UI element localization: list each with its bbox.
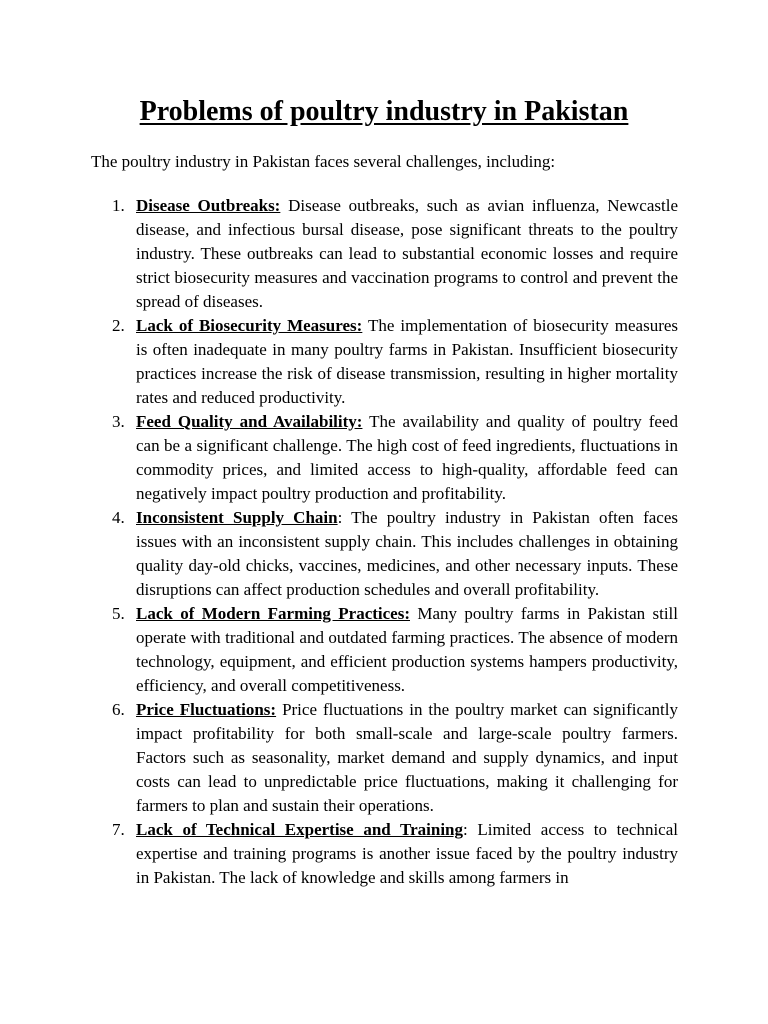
item-heading: Price Fluctuations: [136, 700, 277, 719]
list-item [91, 698, 678, 818]
list-item [91, 818, 678, 890]
item-heading: Disease Outbreaks: [136, 196, 281, 215]
item-text: The poultry industry in Pakistan often faces issues with an inconsistent supply chain. This includes challenges in obtaining quality day-old chicks, vaccines, medicines, and other necessary inputs. These disruptions can affect production schedules and overall profitability. [136, 508, 678, 599]
item-separator: : [337, 508, 352, 527]
item-text: Disease outbreaks, such as avian influenza, Newcastle disease, and infectious bursal disease, pose significant threats to the poultry industry. These outbreaks can lead to substantial economic losses and require strict biosecurity measures and vaccination programs to control and prevent the spread of diseases. [136, 196, 679, 311]
page-title: Problems of poultry industry in Pakistan [139, 96, 629, 127]
item-text: Limited access to technical expertise and training programs is another issue faced by the poultry industry in Pakistan. The lack of knowledge and skills among farmers in [136, 820, 678, 887]
item-number: 2. [112, 316, 125, 335]
list-item [91, 194, 678, 314]
item-separator: : [463, 820, 478, 839]
item-heading: Lack of Technical Expertise and Training [136, 820, 464, 839]
problems-list [91, 194, 678, 890]
item-text: Many poultry farms in Pakistan still operate with traditional and outdated farming practices. The absence of modern technology, equipment, and efficient production systems hampers productivity, efficiency, and overall competitiveness. [136, 604, 679, 695]
item-number: 5. [112, 604, 125, 623]
item-heading: Lack of Modern Farming Practices: [136, 604, 410, 623]
item-number: 1. [112, 196, 125, 215]
item-number: 3. [112, 412, 125, 431]
item-heading: Inconsistent Supply Chain [136, 508, 338, 527]
intro-paragraph: The poultry industry in Pakistan faces several challenges, including: [91, 152, 556, 171]
item-heading: Feed Quality and Availability: [136, 412, 363, 431]
list-item [91, 602, 678, 698]
item-heading: Lack of Biosecurity Measures: [136, 316, 363, 335]
item-text: Price fluctuations in the poultry market can significantly impact profitability for both small-scale and large-scale poultry farmers. Factors such as seasonality, market demand and supply dynamics, and input costs can lead to unpredictable price fluctuations, making it challenging for farmers to plan and sustain their operations. [136, 700, 679, 815]
item-separator [280, 196, 288, 215]
item-number: 7. [112, 820, 125, 839]
item-number: 6. [112, 700, 125, 719]
item-number: 4. [112, 508, 125, 527]
item-text: The implementation of biosecurity measures is often inadequate in many poultry farms in Pakistan. Insufficient biosecurity practices increase the risk of disease transmission, resulting in higher mortality rates and reduced productivity. [136, 316, 679, 407]
list-item [91, 410, 678, 506]
item-text: The availability and quality of poultry feed can be a significant challenge. The high cost of feed ingredients, fluctuations in commodity prices, and limited access to high-quality, affordable feed can negatively impact poultry production and profitability. [136, 412, 679, 503]
list-item [91, 506, 678, 602]
list-item [91, 314, 678, 410]
